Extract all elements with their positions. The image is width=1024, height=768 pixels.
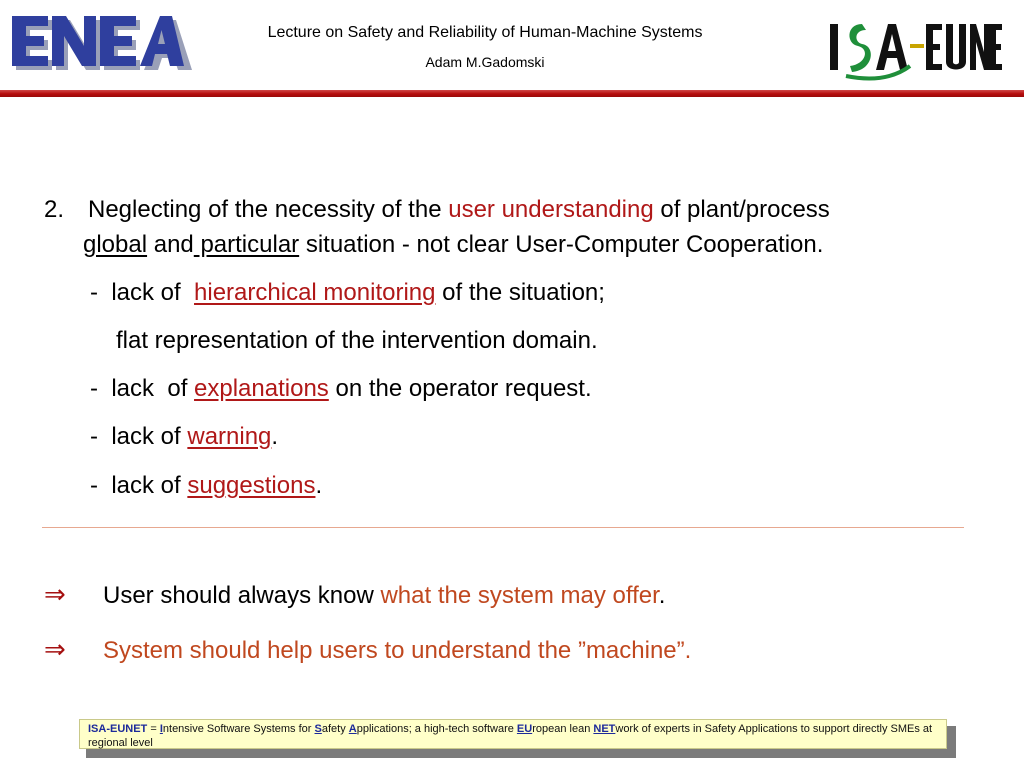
point-line1-text-b: of plant/process [653,196,830,223]
point-number: 2. [44,196,65,223]
subitem-hierarchical-monitoring [90,279,605,307]
footer-letters-net: NET [593,723,616,735]
subitem-warning [90,423,278,451]
footer-label: ISA-EUNET [88,723,148,735]
highlight-warning: warning [187,423,272,450]
conclusion-2: System should help users to understand the ”machine”. [103,637,692,664]
conclusion-1-text: User should always know [103,582,381,609]
word-and: and [147,231,194,258]
subitem-prefix: - lack of [90,279,195,306]
footer-eq: = [147,723,160,735]
point-line-2 [83,231,823,259]
point-line2-rest: situation - not clear User-Computer Cooperation. [299,231,824,258]
footer-text: work of experts in Safety Applications to support directly SMEs at regional level [88,723,933,749]
point-line-1 [88,196,830,224]
point-line1-text-a: Neglecting of the necessity of the [88,196,449,223]
footer-letters-eu: EU [516,723,533,735]
subitem-suffix: . [315,472,323,499]
footer-text: ntensive Software Systems for [162,723,315,735]
footer-text: afety [321,723,349,735]
subitem-suggestions [90,472,322,500]
isa-eunet-logo [826,1,1010,84]
footer-text: ropean lean [532,723,594,735]
highlight-hierarchical-monitoring: hierarchical monitoring [194,279,436,306]
subitem-suffix: of the situation; [435,279,605,306]
word-particular: particular [193,231,300,258]
subitem-flat-representation: flat representation of the intervention domain. [116,327,598,354]
author-name: Adam M.Gadomski [425,54,545,70]
conclusion-1 [103,582,665,610]
word-global: global [83,231,148,258]
subitem-prefix: - lack of [90,472,188,499]
footer-note [79,719,947,749]
subitem-explanations [90,375,592,403]
header-divider [0,90,1024,97]
subitem-suffix: . [271,423,279,450]
section-divider [42,527,964,528]
subitem-suffix: on the operator request. [328,375,592,402]
highlight-explanations: explanations [194,375,329,402]
enea-logo [12,0,188,74]
svg-text:ISA-EUNET: ISA-EUNET [826,1,912,18]
footer-letter-s: S [314,723,322,735]
implies-arrow-icon: ⇒ [44,635,66,665]
svg-text:ENEA: ENEA [12,0,56,16]
footer-letter-a: A [348,723,357,735]
highlight-system-offer: what the system may offer [380,582,659,609]
subitem-prefix: - lack of [90,375,195,402]
implies-arrow-icon: ⇒ [44,580,66,610]
conclusion-1-end: . [658,582,666,609]
highlight-user-understanding: user understanding [448,196,654,223]
footer-letter-i: I [159,723,163,735]
highlight-suggestions: suggestions [187,472,316,499]
subitem-prefix: - lack of [90,423,188,450]
lecture-title: Lecture on Safety and Reliability of Human-Machine Systems [267,24,703,41]
footer-text: pplications; a high-tech software [356,723,517,735]
